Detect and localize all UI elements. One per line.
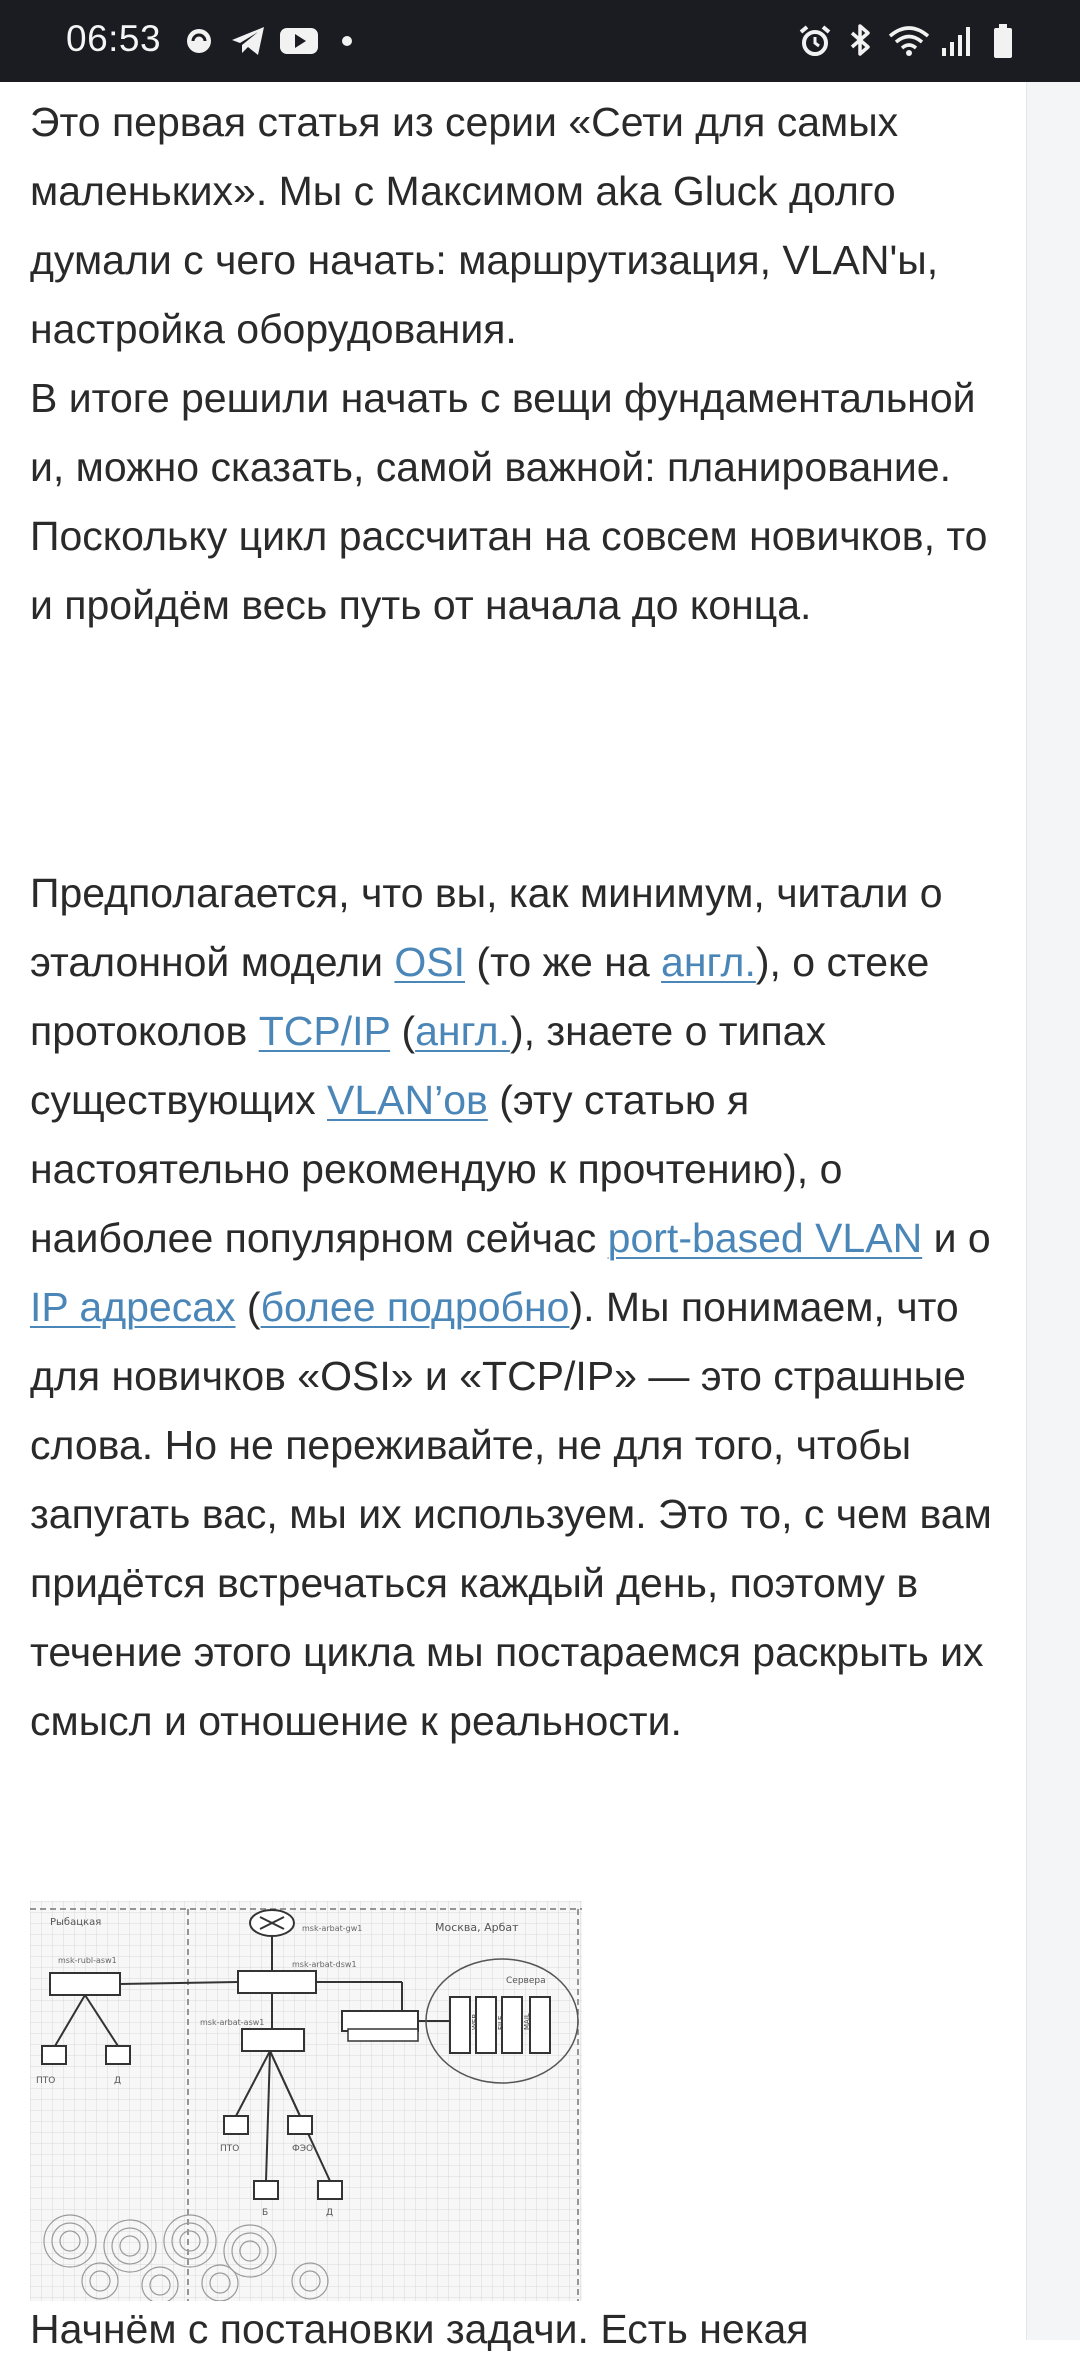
intro-text-1: Это первая статья из серии «Сети для самых маленьких». Мы с Максимом aka Gluck долго думали с чего начать: маршрутизация, VLAN'ы, настройка оборудования. — [30, 99, 939, 352]
link-osi[interactable]: OSI — [394, 939, 466, 985]
link-port-based-vlan[interactable]: port-based VLAN — [607, 1215, 923, 1261]
label-file: FILE — [497, 2015, 505, 2030]
link-tcpip-english[interactable]: англ. — [415, 1008, 510, 1054]
prerequisites-paragraph — [30, 859, 1020, 1756]
prereq-text: и о — [922, 1215, 991, 1261]
label-pto-left: ПТО — [36, 2076, 56, 2086]
intro-text-2: В итоге решили начать с вещи фундаментальной и, можно сказать, самой важной: планирование. Поскольку цикл рассчитан на совсем новичков, то и пройдём весь путь от начала до конца. — [30, 375, 988, 628]
prereq-text: ), знаете о типах существующих — [30, 1008, 826, 1123]
cloud-sync-icon — [184, 22, 214, 60]
link-ip-addresses[interactable]: IP адресах — [30, 1284, 236, 1330]
label-web: WEB — [471, 2013, 479, 2030]
link-tcpip[interactable]: TCP/IP — [258, 1008, 391, 1054]
link-osi-english[interactable]: англ. — [661, 939, 756, 985]
alarm-icon — [796, 22, 834, 60]
prereq-text: ), о стеке протоколов — [30, 939, 930, 1054]
label-asw: msk-arbat-asw1 — [200, 2018, 265, 2027]
status-time: 06:53 — [66, 18, 162, 59]
wifi-icon — [886, 22, 932, 60]
prereq-text: ). Мы понимаем, что для новичков «OSI» и «TCP/IP» — это страшные слова. Но не переживайте, не для того, чтобы запугать вас, мы их используем. Это то, с чем вам придётся встречаться каждый день, поэтому в течение этого цикла мы постараемся раскрыть их смысл и отношение к реальности. — [30, 1284, 992, 1744]
network-sketch-image[interactable] — [30, 1816, 582, 2218]
label-servers: Сервера — [506, 1976, 546, 1986]
notification-dot-icon — [340, 22, 354, 60]
label-d-left: Д — [114, 2076, 122, 2086]
label-arbat: Москва, Арбат — [435, 1921, 519, 1934]
telegram-icon — [228, 22, 268, 60]
youtube-icon — [278, 22, 320, 60]
prereq-text: ( — [390, 1008, 416, 1054]
battery-icon — [992, 22, 1014, 60]
label-gw: msk-arbat-gw1 — [302, 1924, 363, 1933]
task-paragraph: Начнём с постановки задачи. Есть некая — [30, 2306, 809, 2352]
label-b: Б — [262, 2208, 269, 2218]
label-dsw: msk-arbat-dsw1 — [292, 1960, 357, 1969]
scrollbar-track[interactable] — [1026, 82, 1080, 2340]
status-bar — [0, 0, 1080, 82]
label-mail: MAIL — [523, 2013, 531, 2030]
prereq-text: (то же на — [465, 939, 662, 985]
label-rubl: Рыбацкая — [50, 1917, 102, 1928]
label-rubl-sw: msk-rubl-asw1 — [58, 1956, 117, 1965]
bluetooth-icon — [846, 22, 874, 60]
prereq-text: (эту статью я настоятельно рекомендую к прочтению), о наиболее популярном сейчас — [30, 1077, 843, 1261]
prereq-text: Предполагается, что вы, как минимум, читали о эталонной модели — [30, 870, 943, 985]
network-sketch-drawing — [30, 1901, 582, 2301]
intro-paragraph — [30, 88, 1020, 640]
label-pto: ПТО — [220, 2144, 240, 2154]
prereq-text: ( — [235, 1284, 261, 1330]
link-vlans[interactable]: VLAN’ов — [327, 1077, 488, 1123]
link-more-details[interactable]: более подробно — [260, 1284, 570, 1330]
label-feo: ФЭО — [292, 2144, 314, 2154]
signal-icon — [940, 22, 974, 60]
label-d: Д — [326, 2208, 334, 2218]
